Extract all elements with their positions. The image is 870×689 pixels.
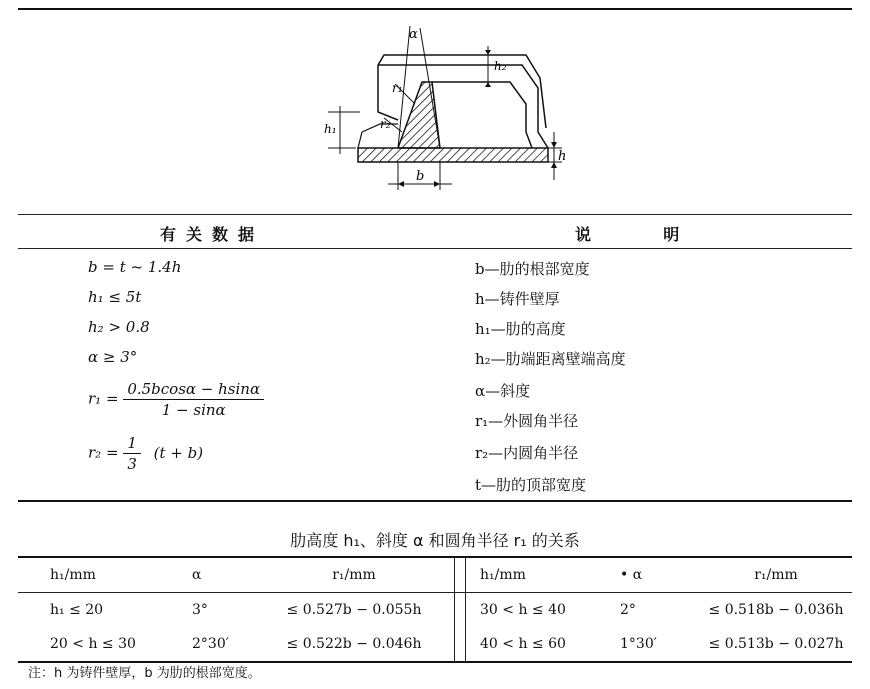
cell: 40 < h ≤ 60 xyxy=(466,627,621,662)
col-alpha-right: • α xyxy=(620,557,700,593)
cell: h₁ ≤ 20 xyxy=(50,602,104,618)
wall-section xyxy=(358,148,548,162)
desc-r1: r₁—外圆角半径 xyxy=(475,412,579,430)
header-related-data: 有关数据 xyxy=(160,225,265,244)
cell: ≤ 0.522b − 0.046h xyxy=(254,627,455,662)
data-table-bottom-rule xyxy=(18,500,852,502)
footnote: 注：h 为铸件壁厚，b 为肋的根部宽度。 xyxy=(28,666,261,681)
h-label: h xyxy=(558,149,567,164)
desc-h1: h₁—肋的高度 xyxy=(475,320,566,338)
table-row xyxy=(18,627,852,662)
col-alpha-left: α xyxy=(192,557,254,593)
relation-table xyxy=(18,556,852,663)
desc-t: t—肋的顶部宽度 xyxy=(475,476,587,494)
rib-diagram xyxy=(300,20,580,195)
r1-numerator: 0.5bcosα − hsinα xyxy=(123,380,264,400)
double-divider xyxy=(455,593,466,628)
cell: 30 < h ≤ 40 xyxy=(480,602,566,618)
data-h2: h₂ > 0.8 xyxy=(88,318,150,336)
double-divider xyxy=(455,627,466,662)
cell: ≤ 0.527b − 0.055h xyxy=(286,602,422,618)
cell: 3° xyxy=(192,602,208,618)
table-row xyxy=(18,593,852,628)
rib-section xyxy=(398,82,440,148)
r1-fraction xyxy=(123,380,264,419)
r2-numerator: 1 xyxy=(123,434,141,454)
data-h1: h₁ ≤ 5t xyxy=(88,288,142,306)
data-alpha: α ≥ 3° xyxy=(88,348,138,366)
r2-fraction xyxy=(123,434,141,473)
h2-label: h₂ xyxy=(494,59,507,73)
r1-label: r₁ xyxy=(392,81,403,95)
b-label: b xyxy=(416,169,425,184)
header-bottom-rule xyxy=(18,248,852,249)
r2-denominator: 3 xyxy=(127,455,137,473)
formula-r2 xyxy=(88,434,203,473)
r1-lhs: r₁ = xyxy=(88,389,119,408)
r2-label: r₂ xyxy=(380,117,391,131)
desc-alpha: α—斜度 xyxy=(475,382,531,400)
header-top-rule xyxy=(18,214,852,215)
col-h1-left: h₁/mm xyxy=(18,557,192,593)
formula-r1 xyxy=(88,380,264,419)
header-description: 说 明 xyxy=(575,225,690,244)
cell: 2°30′ xyxy=(192,627,254,662)
relation-table-title: 肋高度 h₁、斜度 α 和圆角半径 r₁ 的关系 xyxy=(290,531,580,550)
top-rule xyxy=(18,8,852,10)
cell: 2° xyxy=(620,602,636,618)
desc-b: b—肋的根部宽度 xyxy=(475,260,590,278)
alpha-label: α xyxy=(409,27,418,42)
col-r1-right: r₁/mm xyxy=(700,557,852,593)
desc-h2: h₂—肋端距离壁端高度 xyxy=(475,350,626,368)
h1-label: h₁ xyxy=(324,122,337,136)
col-h1-right: h₁/mm xyxy=(466,557,621,593)
cell: 20 < h ≤ 30 xyxy=(18,627,192,662)
r1-denominator: 1 − sinα xyxy=(161,401,226,419)
double-divider xyxy=(455,557,466,593)
r2-lhs: r₂ = xyxy=(88,443,119,462)
relation-table-header xyxy=(18,557,852,593)
desc-r2: r₂—内圆角半径 xyxy=(475,444,579,462)
cell: ≤ 0.513b − 0.027h xyxy=(700,627,852,662)
desc-h: h—铸件壁厚 xyxy=(475,290,560,308)
cell: 1°30′ xyxy=(620,627,700,662)
r2-tail: (t + b) xyxy=(153,443,204,462)
cell: ≤ 0.518b − 0.036h xyxy=(708,602,844,618)
rib-diagram-svg xyxy=(300,20,580,195)
col-r1-left: r₁/mm xyxy=(254,557,455,593)
data-b: b = t ~ 1.4h xyxy=(88,258,182,276)
